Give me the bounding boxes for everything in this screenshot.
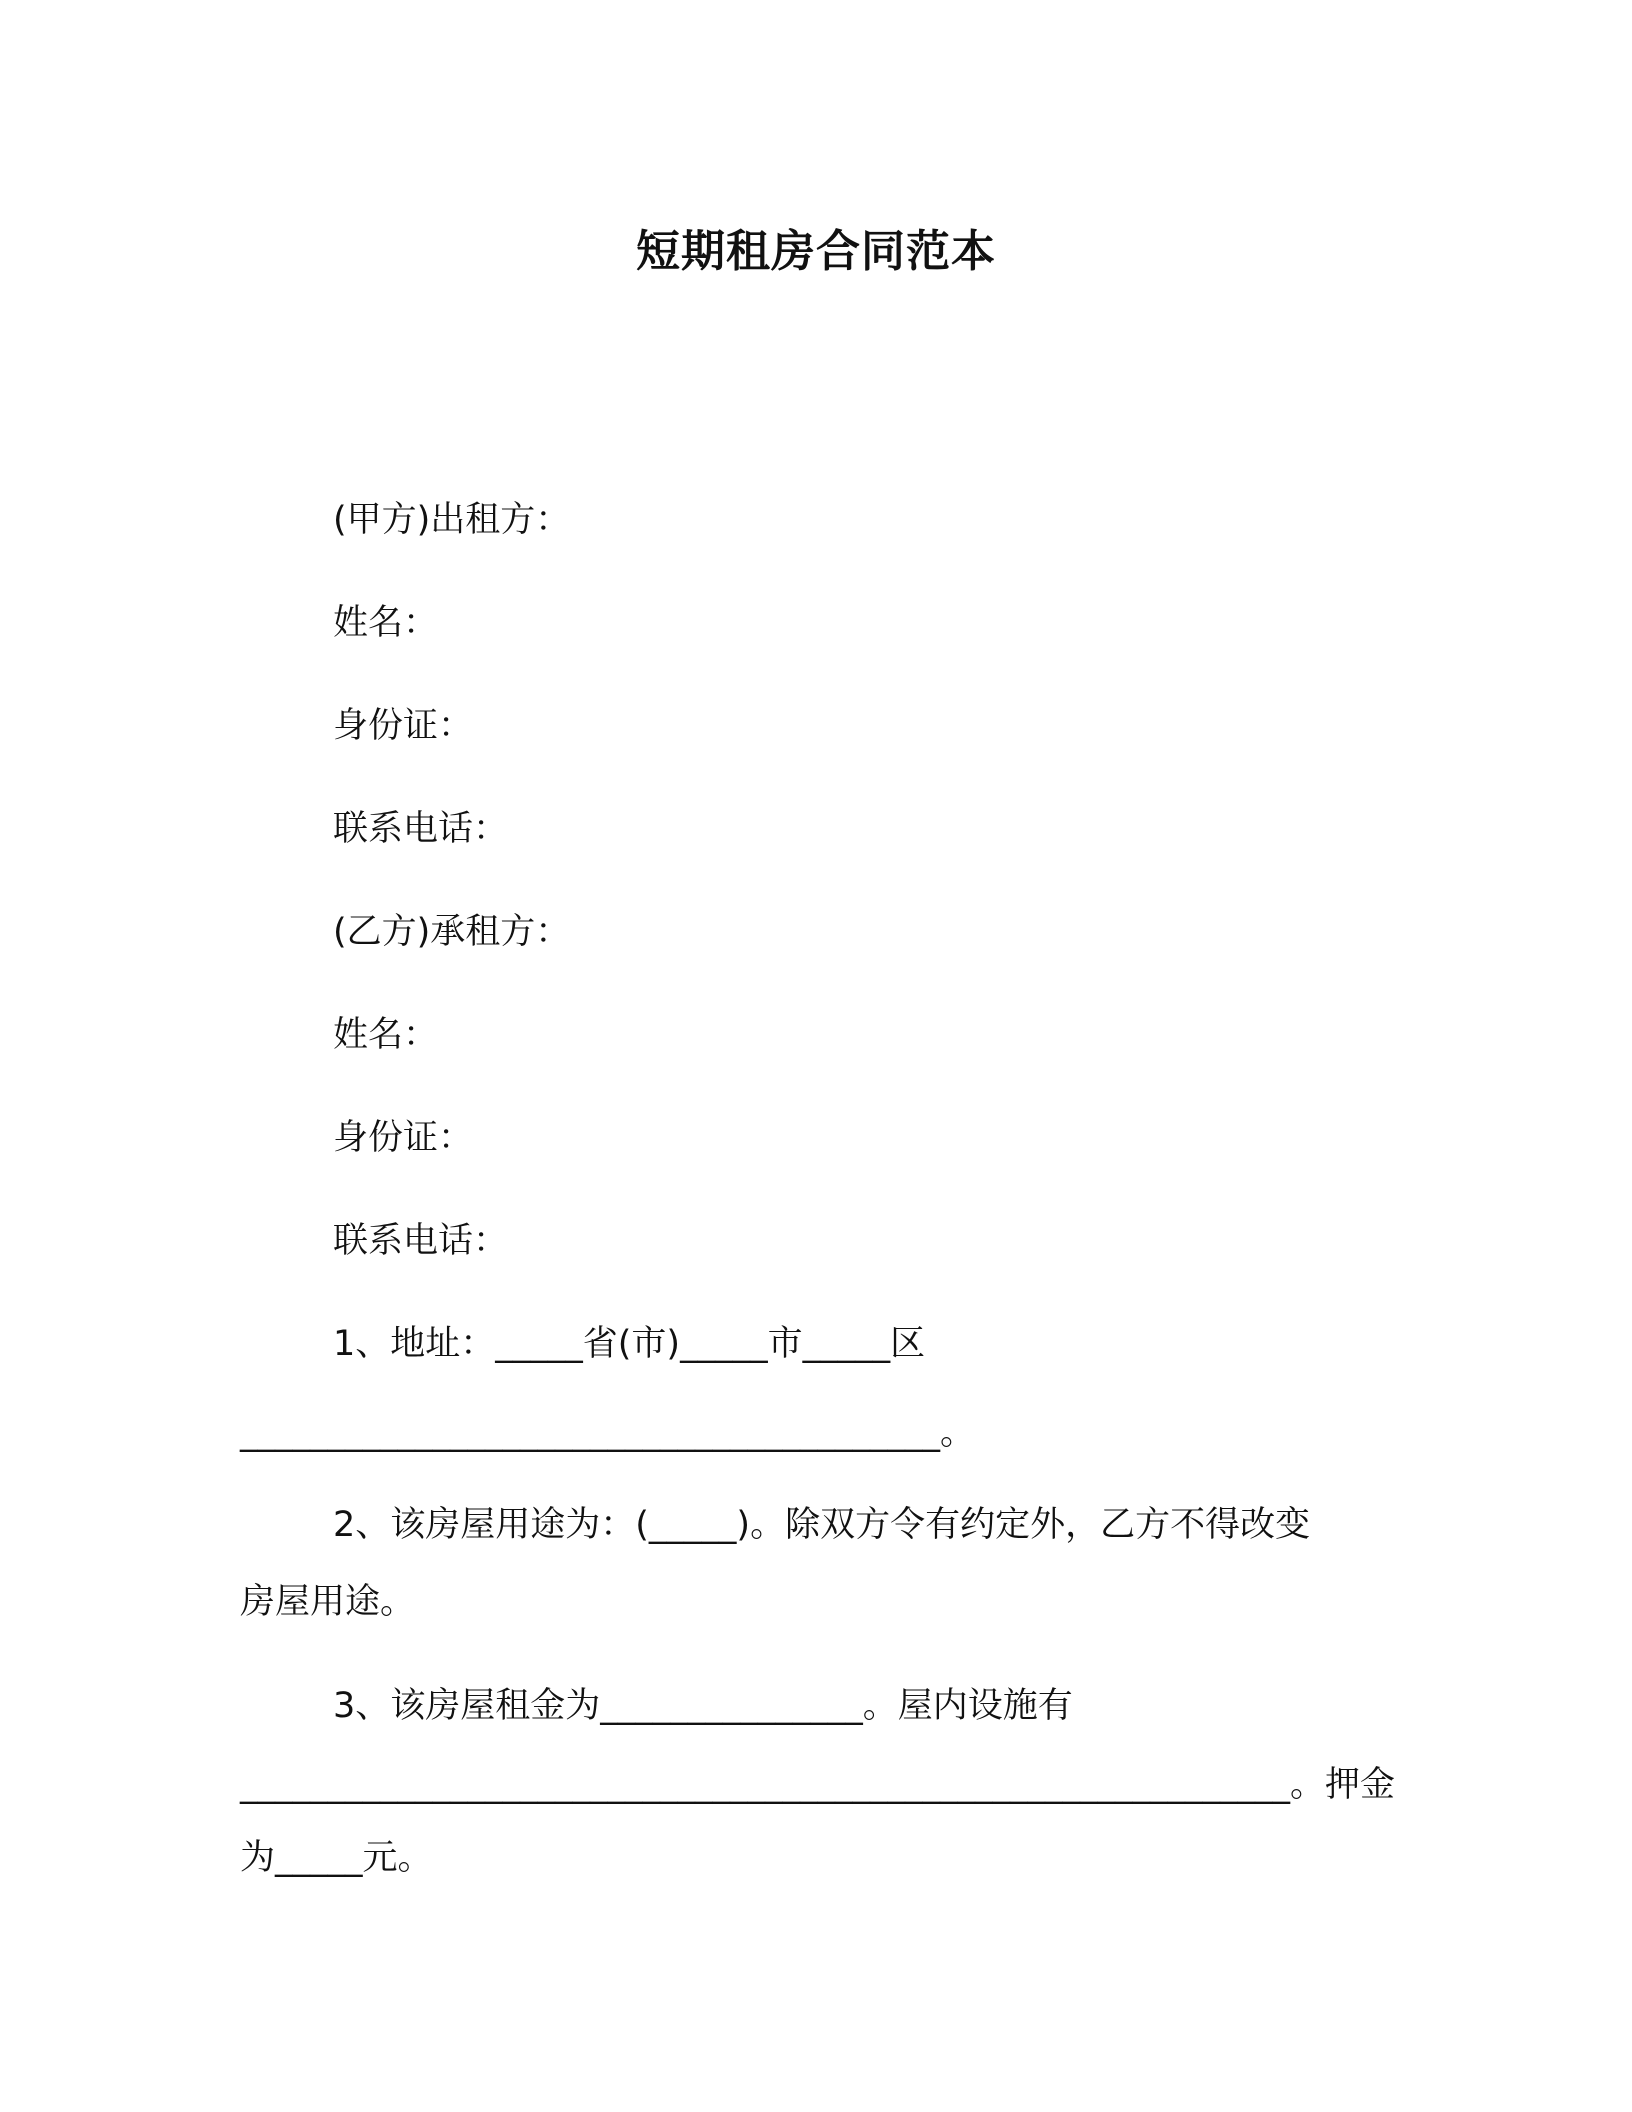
- party-a-id-label: 身份证：: [333, 706, 474, 746]
- clause-3-deposit-line: 为_____元。: [240, 1838, 433, 1878]
- clause-2-usage-continued: 房屋用途。: [240, 1582, 416, 1622]
- party-a-phone-label: 联系电话：: [333, 809, 509, 849]
- party-b-heading: (乙方)承租方：: [333, 912, 571, 952]
- party-b-id-label: 身份证：: [333, 1118, 474, 1158]
- clause-3-rent-line: 3、该房屋租金为_______________。屋内设施有: [333, 1686, 1073, 1726]
- clause-2-usage-line: 2、该房屋用途为：(_____)。除双方令有约定外，乙方不得改变: [333, 1505, 1311, 1545]
- party-a-heading: (甲方)出租方：: [333, 500, 571, 540]
- document-title: 短期租房合同范本: [636, 226, 996, 277]
- clause-3-facilities-line: ____________________________________________________________。押金: [240, 1765, 1396, 1805]
- party-b-name-label: 姓名：: [333, 1015, 439, 1055]
- clause-1-address-line: 1、地址：_____省(市)_____市_____区: [333, 1324, 926, 1364]
- party-b-phone-label: 联系电话：: [333, 1221, 509, 1261]
- party-a-name-label: 姓名：: [333, 603, 439, 643]
- clause-1-address-blank: ________________________________________。: [240, 1413, 976, 1453]
